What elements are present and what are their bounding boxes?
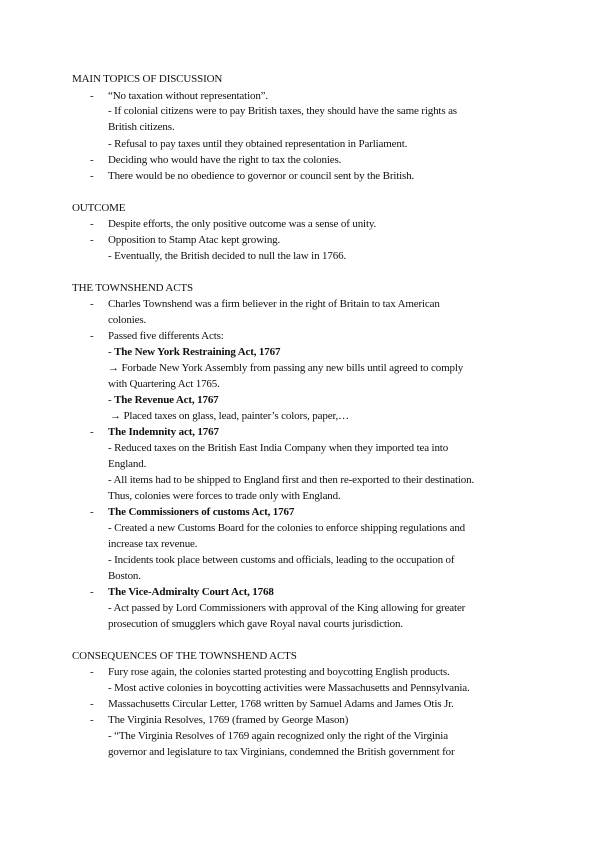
list-item: Despite efforts, the only positive outcome was a sense of unity. — [108, 218, 377, 230]
section-heading-main-topics: MAIN TOPICS OF DISCUSSION — [72, 73, 223, 85]
section-heading-consequences: CONSEQUENCES OF THE TOWNSHEND ACTS — [72, 650, 297, 662]
list-item: Deciding who would have the right to tax the colonies. — [108, 154, 342, 166]
bullet-marker: - — [90, 298, 94, 310]
act-detail: - Reduced taxes on the British East India Company when they imported tea into — [108, 442, 449, 454]
list-subitem: governor and legislature to tax Virginians, condemned the British government for — [108, 746, 455, 758]
act-detail: England. — [108, 458, 147, 470]
act-dash: - — [108, 394, 115, 406]
list-item: colonies. — [108, 314, 147, 326]
list-item: There would be no obedience to governor or council sent by the British. — [108, 170, 415, 182]
bullet-marker: - — [90, 698, 94, 710]
bullet-marker: - — [90, 714, 94, 726]
bullet-marker: - — [90, 666, 94, 678]
bullet-marker: - — [90, 170, 94, 182]
bullet-marker: - — [90, 426, 94, 438]
list-subitem: British citizens. — [108, 121, 175, 133]
list-item: Charles Townshend was a firm believer in the right of Britain to tax American — [108, 298, 440, 310]
list-item: Passed five differents Acts: — [108, 330, 224, 342]
bullet-marker: - — [90, 218, 94, 230]
bullet-marker: - — [90, 330, 94, 342]
act-detail: - Created a new Customs Board for the colonies to enforce shipping regulations and — [108, 522, 466, 534]
bullet-marker: - — [90, 586, 94, 598]
list-subitem: - Refusal to pay taxes until they obtained representation in Parliament. — [108, 138, 408, 150]
list-item: Massachusetts Circular Letter, 1768 written by Samuel Adams and James Otis Jr. — [108, 698, 454, 710]
act-detail: with Quartering Act 1765. — [108, 378, 220, 390]
list-item: Fury rose again, the colonies started protesting and boycotting English products. — [108, 666, 450, 678]
act-title-revenue — [108, 393, 219, 407]
act-detail: → Forbade New York Assembly from passing any new bills until agreed to comply — [108, 362, 464, 374]
act-detail: - Incidents took place between customs and officials, leading to the occupation of — [108, 554, 455, 566]
bullet-marker: - — [90, 234, 94, 246]
section-heading-outcome: OUTCOME — [72, 202, 126, 214]
act-detail: → Placed taxes on glass, lead, painter’s colors, paper,… — [110, 410, 349, 422]
list-subitem: - “The Virginia Resolves of 1769 again recognized only the right of the Virginia — [108, 730, 448, 742]
act-detail: Boston. — [108, 570, 141, 582]
list-subitem: - Most active colonies in boycotting activities were Massachusetts and Pennsylvania. — [108, 682, 470, 694]
bullet-marker: - — [90, 506, 94, 518]
act-detail: increase tax revenue. — [108, 538, 198, 550]
act-title-vice-admiralty-court: The Vice-Admiralty Court Act, 1768 — [108, 586, 274, 598]
section-heading-townshend-acts: THE TOWNSHEND ACTS — [72, 282, 193, 294]
act-detail: - All items had to be shipped to England first and then re-exported to their destination. — [108, 474, 475, 486]
act-title-text: The Revenue Act, 1767 — [114, 394, 219, 406]
act-title-commissioners-of-customs: The Commissioners of customs Act, 1767 — [108, 506, 295, 518]
act-dash: - — [108, 346, 115, 358]
list-item: Opposition to Stamp Atac kept growing. — [108, 234, 281, 246]
bullet-marker: - — [90, 154, 94, 166]
act-title-text: The New York Restraining Act, 1767 — [114, 346, 281, 358]
act-detail: prosecution of smugglers which gave Royal naval courts jurisdiction. — [108, 618, 403, 630]
list-subitem: - Eventually, the British decided to null the law in 1766. — [108, 250, 347, 262]
act-detail: Thus, colonies were forces to trade only with England. — [108, 490, 341, 502]
act-title-new-york-restraining — [108, 345, 280, 359]
list-item: The Virginia Resolves, 1769 (framed by George Mason) — [108, 714, 349, 726]
act-detail: - Act passed by Lord Commissioners with approval of the King allowing for greater — [108, 602, 466, 614]
act-title-indemnity: The Indemnity act, 1767 — [108, 426, 219, 438]
list-item: “No taxation without representation”. — [108, 90, 269, 102]
bullet-marker: - — [90, 90, 94, 102]
list-subitem: - If colonial citizens were to pay British taxes, they should have the same rights as — [108, 105, 457, 117]
